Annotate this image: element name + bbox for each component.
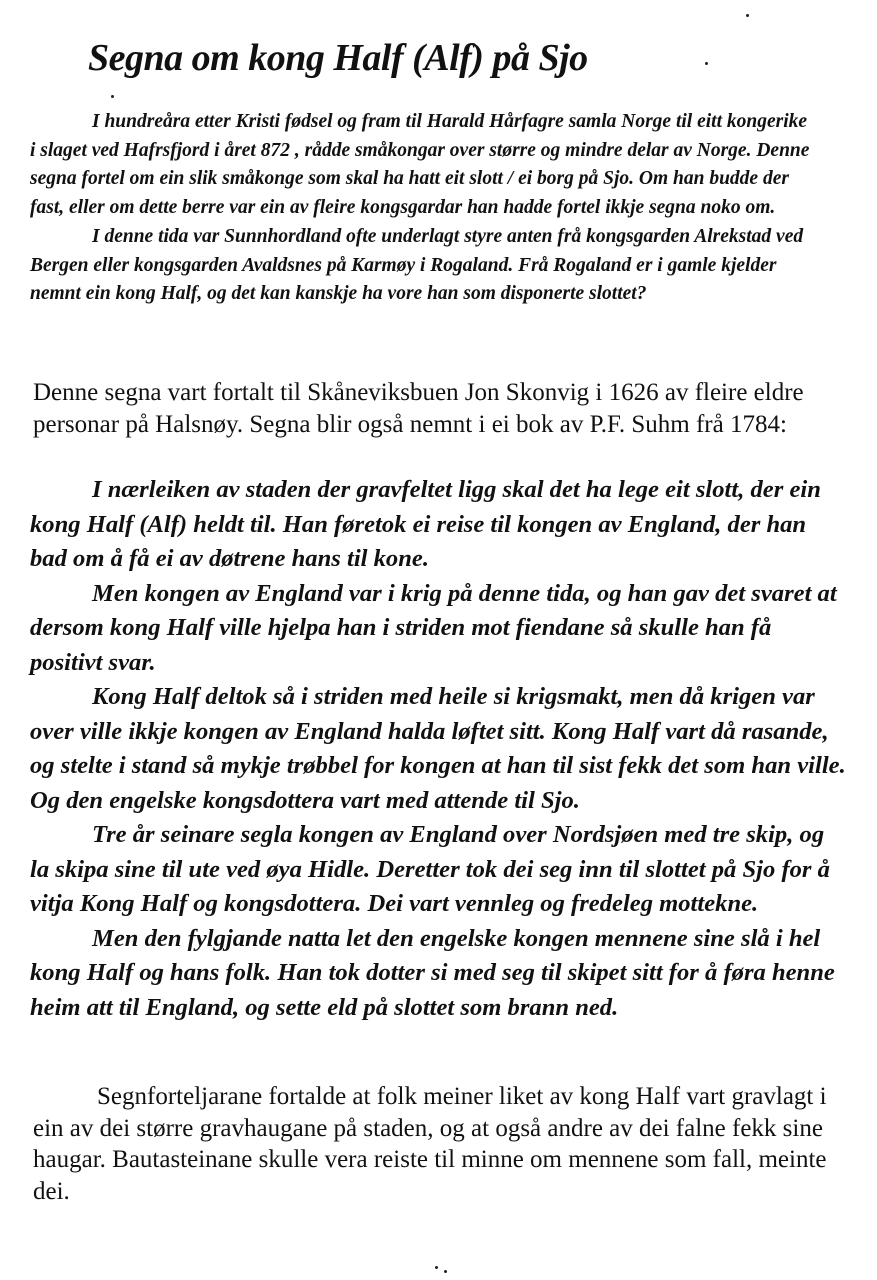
legend-paragraph: I nærleiken av staden der gravfeltet ligg skal det ha lege eit slott, der ein kong Half (Alf) heldt til. Han føretok ei reise til kongen av England, der han bad om å få ei av døtrene hans til kone. <box>30 476 821 572</box>
legend-paragraph: Kong Half deltok så i striden med heile si krigsmakt, men då krigen var over ville ikkje kongen av England halda løftet sitt. Kong Half vart då rasande, og stelte i stand så mykje trøbbel for kongen at han til sist fekk det som han ville. Og den engelske kongsdottera vart med attende til Sjo. <box>30 683 846 814</box>
legend-paragraph: Men den fylgjande natta let den engelske kongen mennene sine slå i hel kong Half og hans folk. Han tok dotter si med seg til skipet sitt for å føra henne heim att til England, og sette eld på slottet som brann ned. <box>30 924 835 1021</box>
scan-speck <box>746 14 749 17</box>
intro-section <box>30 108 810 309</box>
lead-paragraph: Denne segna vart fortalt til Skåneviksbuen Jon Skonvig i 1626 av fleire eldre personar på Halsnøy. Segna blir også nemnt i ei bok av P.F. Suhm frå 1784: <box>33 379 804 438</box>
intro-paragraph: I denne tida var Sunnhordland ofte underlagt styre anten frå kongsgarden Alrekstad ved Bergen eller kongsgarden Avaldsnes på Karmøy i Rogaland. Frå Rogaland er i gamle kjelder nemnt ein kong Half, og det kan kanskje ha vore han som disponerte slottet? <box>30 225 804 305</box>
scan-speck <box>705 62 708 65</box>
page-title: Segna om kong Half (Alf) på Sjo <box>88 37 588 79</box>
legend-text <box>30 473 848 1025</box>
legend-paragraph: Men kongen av England var i krig på denne tida, og han gav det svaret at dersom kong Half ville hjelpa han i striden mot fiendane så skulle han få positivt svar. <box>30 579 837 676</box>
closing-paragraph: Segnforteljarane fortalde at folk meiner liket av kong Half vart gravlagt i ein av dei større gravhaugane på staden, og at også andre av dei falne fekk sine haugar. Bautasteinane skulle vera reiste til minne om mennene som fall, meinte dei. <box>33 1083 827 1205</box>
scan-speck <box>444 1270 447 1273</box>
legend-paragraph: Tre år seinare segla kongen av England over Nordsjøen med tre skip, og la skipa sine til ute ved øya Hidle. Deretter tok dei seg inn til slottet på Sjo for å vitja Kong Half og kongsdottera. Dei vart vennleg og fredeleg mottekne. <box>30 821 830 917</box>
scan-speck <box>435 1266 438 1269</box>
intro-paragraph: I hundreåra etter Kristi fødsel og fram til Harald Hårfagre samla Norge til eitt kongerike i slaget ved Hafrsfjord i året 872 , rådde småkongar over større og mindre delar av Norge. Denne segna fortel om ein slik småkonge som skal ha hatt eit slott / ei borg på Sjo. Om han budde der fast, eller om dette berre var ein av fleire kongsgardar han hadde fortel ikkje segna noko om. <box>30 111 810 219</box>
scan-speck <box>111 95 114 98</box>
